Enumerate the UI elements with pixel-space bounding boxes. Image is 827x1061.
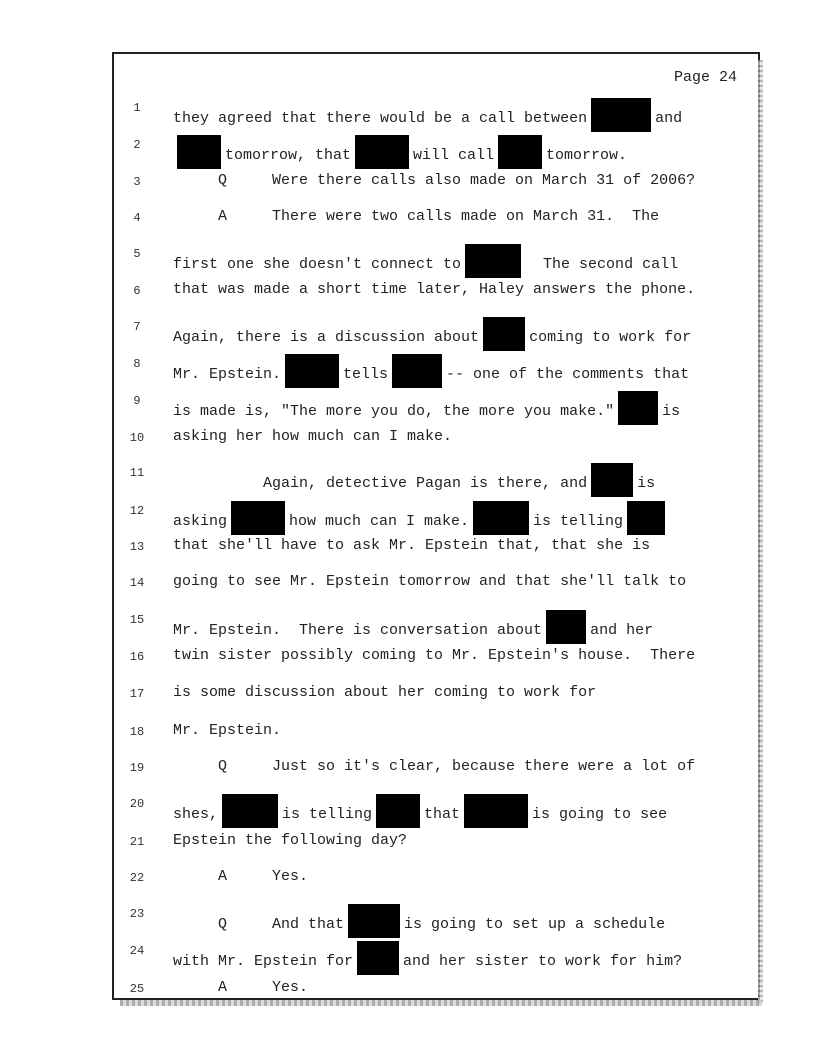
transcript-line [0, 244, 827, 273]
line-number: 16 [129, 650, 145, 664]
line-number: 12 [129, 504, 145, 518]
line-number: 9 [133, 394, 141, 408]
redaction-block [465, 244, 521, 278]
line-text [173, 647, 695, 664]
transcript-line [0, 135, 827, 164]
line-text-segment: Q And that [173, 916, 345, 933]
transcript-line [0, 463, 827, 492]
line-text-segment: -- one of the comments that [446, 366, 690, 383]
line-text-segment: and her [590, 622, 654, 639]
line-text-segment: is some discussion about her coming to work for [173, 684, 597, 701]
transcript-line [0, 647, 827, 669]
line-number: 22 [129, 871, 145, 885]
transcript-line [0, 573, 827, 595]
line-number: 6 [133, 284, 141, 298]
line-text [173, 281, 695, 298]
redaction-block [591, 463, 633, 497]
line-number: 10 [129, 431, 145, 445]
line-number: 17 [129, 687, 145, 701]
line-text [173, 428, 452, 445]
line-text-segment: Q Were there calls also made on March 31 of 2006? [173, 172, 696, 189]
line-text [173, 610, 653, 644]
transcript-line [0, 501, 827, 530]
transcript-line [0, 208, 827, 230]
line-text-segment: is telling [533, 513, 624, 530]
transcript-line [0, 172, 827, 194]
line-text-segment: A There were two calls made on March 31. The [173, 208, 660, 225]
line-text [173, 208, 659, 225]
line-number: 3 [133, 175, 141, 189]
redaction-block [591, 98, 651, 132]
line-text-segment: coming to work for [529, 329, 692, 346]
line-number: 24 [129, 944, 145, 958]
line-text [173, 391, 680, 425]
line-number: 25 [129, 982, 145, 996]
line-text [173, 501, 669, 535]
transcript-line [0, 684, 827, 706]
line-text-segment: Mr. Epstein. There is conversation about [173, 622, 543, 639]
line-number: 18 [129, 725, 145, 739]
line-text [173, 904, 665, 938]
transcript-line [0, 979, 827, 1001]
line-text-segment: A Yes. [173, 979, 309, 996]
transcript-line [0, 354, 827, 383]
line-text-segment: twin sister possibly coming to Mr. Epstein's house. There [173, 647, 696, 664]
line-number: 2 [133, 138, 141, 152]
line-text-segment: tomorrow, that [225, 147, 352, 164]
line-text [173, 573, 686, 590]
redaction-block [464, 794, 528, 828]
transcript-line [0, 428, 827, 450]
redaction-block [498, 135, 542, 169]
line-text-segment: that was made a short time later, Haley answers the phone. [173, 281, 696, 298]
line-number: 20 [129, 797, 145, 811]
line-text [173, 868, 308, 885]
line-text-segment: they agreed that there would be a call between [173, 110, 588, 127]
transcript-line [0, 98, 827, 127]
line-text-segment: is [662, 403, 681, 420]
line-text-segment: Mr. Epstein. [173, 366, 282, 383]
line-text [173, 463, 655, 497]
line-text-segment: tomorrow. [546, 147, 628, 164]
line-text [173, 941, 682, 975]
transcript-line [0, 317, 827, 346]
line-text-segment: asking her how much can I make. [173, 428, 453, 445]
line-text [173, 98, 682, 132]
transcript-line [0, 391, 827, 420]
redaction-block [376, 794, 420, 828]
line-text-segment: Q Just so it's clear, because there were a lot of [173, 758, 696, 775]
transcript-line [0, 904, 827, 933]
line-text-segment: is telling [282, 806, 373, 823]
line-number: 11 [129, 466, 145, 480]
redaction-block [177, 135, 221, 169]
redaction-block [618, 391, 658, 425]
line-text [173, 794, 667, 828]
line-text [173, 317, 691, 351]
line-text [173, 244, 678, 278]
redaction-block [285, 354, 339, 388]
line-text-segment: A Yes. [173, 868, 309, 885]
redaction-block [222, 794, 278, 828]
redaction-block [355, 135, 409, 169]
redaction-block [231, 501, 285, 535]
redaction-block [546, 610, 586, 644]
line-text-segment: first one she doesn't connect to [173, 256, 462, 273]
redaction-block [473, 501, 529, 535]
scan-edge-right [758, 60, 763, 1004]
page-number: Page 24 [674, 69, 738, 86]
line-text [173, 758, 695, 775]
line-number: 13 [129, 540, 145, 554]
transcript-line [0, 610, 827, 639]
line-text-segment: going to see Mr. Epstein tomorrow and that she'll talk to [173, 573, 687, 590]
line-text-segment: will call [413, 147, 495, 164]
line-text [173, 979, 308, 996]
redaction-block [627, 501, 665, 535]
line-number: 1 [133, 101, 141, 115]
redaction-block [357, 941, 399, 975]
redaction-block [392, 354, 442, 388]
transcript-line [0, 758, 827, 780]
line-text-segment: shes, [173, 806, 219, 823]
line-text-segment: Mr. Epstein. [173, 722, 282, 739]
transcript-line [0, 281, 827, 303]
transcript-line [0, 537, 827, 559]
line-text-segment: and her sister to work for him? [403, 953, 683, 970]
line-text [173, 172, 695, 189]
line-number: 8 [133, 357, 141, 371]
line-text-segment: and [655, 110, 683, 127]
line-text [173, 832, 407, 849]
line-number: 14 [129, 576, 145, 590]
line-text [173, 135, 627, 169]
line-text-segment: asking [173, 513, 228, 530]
line-number: 19 [129, 761, 145, 775]
line-text-segment: is going to see [532, 806, 668, 823]
line-text [173, 722, 281, 739]
line-text-segment: tells [343, 366, 389, 383]
redaction-block [348, 904, 400, 938]
line-number: 4 [133, 211, 141, 225]
line-text-segment: Again, there is a discussion about [173, 329, 480, 346]
line-text-segment: The second call [525, 256, 679, 273]
line-number: 7 [133, 320, 141, 334]
line-text-segment: that [424, 806, 461, 823]
line-text [173, 354, 689, 388]
transcript-line [0, 832, 827, 854]
line-text-segment: with Mr. Epstein for [173, 953, 354, 970]
redaction-block [483, 317, 525, 351]
line-number: 15 [129, 613, 145, 627]
line-text [173, 537, 650, 554]
line-text [173, 684, 596, 701]
line-text-segment: Epstein the following day? [173, 832, 408, 849]
line-text-segment: how much can I make. [289, 513, 470, 530]
line-number: 21 [129, 835, 145, 849]
line-number: 5 [133, 247, 141, 261]
line-text-segment: is [637, 475, 656, 492]
line-text-segment: that she'll have to ask Mr. Epstein that, that she is [173, 537, 651, 554]
transcript-line [0, 868, 827, 890]
transcript-line [0, 941, 827, 970]
line-text-segment: is made is, "The more you do, the more you make." [173, 403, 615, 420]
line-number: 23 [129, 907, 145, 921]
line-text-segment: is going to set up a schedule [404, 916, 666, 933]
line-text-segment: Again, detective Pagan is there, and [173, 475, 588, 492]
transcript-line [0, 794, 827, 823]
transcript-line [0, 722, 827, 744]
